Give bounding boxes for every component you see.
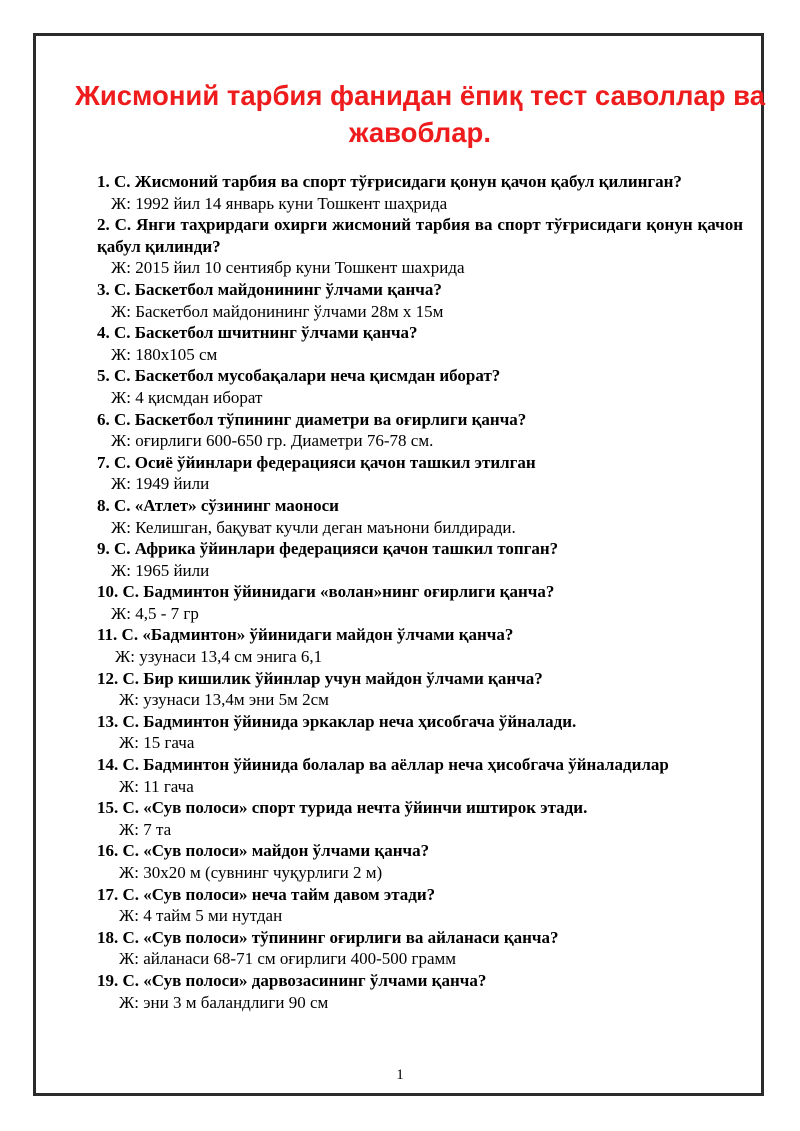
answer-15: Ж: 7 та bbox=[119, 819, 172, 839]
qa-item-14 bbox=[97, 754, 743, 797]
question-5: 5. С. Баскетбол мусобақалари неча қисмдан иборат? bbox=[97, 366, 501, 386]
answer-10: Ж: 4,5 - 7 гр bbox=[111, 603, 199, 623]
answer-7: Ж: 1949 йили bbox=[111, 474, 210, 494]
qa-item-16 bbox=[97, 840, 743, 883]
question-16: 16. С. «Сув полоси» майдон ўлчами қанча? bbox=[97, 841, 430, 861]
answer-17: Ж: 4 тайм 5 ми нутдан bbox=[119, 906, 283, 926]
answer-3: Ж: Баскетбол майдонининг ўлчами 28м х 15м bbox=[111, 301, 444, 321]
question-14: 14. С. Бадминтон ўйинида болалар ва аёллар неча ҳисобгача ўйналадилар bbox=[97, 755, 669, 775]
qa-item-17 bbox=[97, 884, 743, 927]
qa-item-7 bbox=[97, 452, 743, 495]
qa-item-6 bbox=[97, 409, 743, 452]
question-19: 19. С. «Сув полоси» дарвозасининг ўлчами қанча? bbox=[97, 970, 487, 990]
document-title: Жисмоний тарбия фанидан ёпиқ тест саволлар ва жавоблар. bbox=[74, 80, 765, 148]
qa-item-10 bbox=[97, 581, 743, 624]
answer-4: Ж: 180х105 см bbox=[111, 344, 218, 364]
question-4: 4. С. Баскетбол шчитнинг ўлчами қанча? bbox=[97, 323, 418, 343]
qa-item-11 bbox=[97, 624, 743, 667]
answer-5: Ж: 4 қисмдан иборат bbox=[111, 387, 263, 407]
answer-19: Ж: эни 3 м баландлиги 90 см bbox=[119, 992, 329, 1012]
question-2: 2. С. Янги таҳрирдаги охирги жисмоний тарбия ва спорт тўғрисидаги қонун қачон қабул қилинди? bbox=[97, 215, 760, 256]
question-7: 7. С. Осиё ўйинлари федерацияси қачон ташкил этилган bbox=[97, 452, 536, 472]
question-9: 9. С. Африка ўйинлари федерацияси қачон ташкил топган? bbox=[97, 539, 559, 559]
answer-16: Ж: 30х20 м (сувнинг чуқурлиги 2 м) bbox=[119, 863, 383, 882]
answer-2: Ж: 2015 йил 10 сентиябр куни Тошкент шахрида bbox=[111, 258, 465, 278]
qa-item-18 bbox=[97, 927, 743, 970]
answer-14: Ж: 11 гача bbox=[119, 776, 194, 796]
qa-item-13 bbox=[97, 711, 743, 754]
answer-8: Ж: Келишган, бақуват кучли деган маънони билдиради. bbox=[111, 517, 516, 537]
qa-item-5 bbox=[97, 365, 743, 408]
answer-9: Ж: 1965 йили bbox=[111, 560, 210, 580]
answer-11: Ж: узунаси 13,4 см энига 6,1 bbox=[115, 647, 323, 667]
answer-6: Ж: оғирлиги 600-650 гр. Диаметри 76-78 см. bbox=[111, 431, 434, 451]
answer-13: Ж: 15 гача bbox=[119, 733, 195, 753]
question-10: 10. С. Бадминтон ўйинидаги «волан»нинг оғирлиги қанча? bbox=[97, 582, 555, 602]
qa-item-3 bbox=[97, 279, 743, 322]
question-11: 11. С. «Бадминтон» ўйинидаги майдон ўлчами қанча? bbox=[97, 625, 514, 645]
qa-item-9 bbox=[97, 538, 743, 581]
answer-12: Ж: узунаси 13,4м эни 5м 2см bbox=[119, 690, 329, 710]
question-12: 12. С. Бир кишилик ўйинлар учун майдон ўлчами қанча? bbox=[97, 668, 543, 688]
question-18: 18. С. «Сув полоси» тўпининг оғирлиги ва айланаси қанча? bbox=[97, 927, 559, 947]
qa-item-8 bbox=[97, 495, 743, 538]
question-list bbox=[97, 171, 760, 1013]
qa-item-12 bbox=[97, 668, 743, 711]
qa-item-1 bbox=[97, 171, 743, 214]
answer-18: Ж: айланаси 68-71 см оғирлиги 400-500 грамм bbox=[119, 949, 457, 969]
question-17: 17. С. «Сув полоси» неча тайм давом этади? bbox=[97, 884, 436, 904]
qa-item-2 bbox=[97, 214, 760, 279]
answer-1: Ж: 1992 йил 14 январь куни Тошкент шаҳрида bbox=[111, 193, 448, 213]
qa-item-19 bbox=[97, 970, 743, 1013]
qa-item-4 bbox=[97, 322, 743, 365]
qa-item-15 bbox=[97, 797, 743, 840]
page-number: 1 bbox=[396, 1067, 404, 1083]
question-8: 8. С. «Атлет» сўзининг маоноси bbox=[97, 495, 339, 515]
question-1: 1. С. Жисмоний тарбия ва спорт тўғрисидаги қонун қачон қабул қилинган? bbox=[97, 172, 682, 191]
question-6: 6. С. Баскетбол тўпининг диаметри ва оғирлиги қанча? bbox=[97, 409, 527, 429]
question-3: 3. С. Баскетбол майдонининг ўлчами қанча? bbox=[97, 279, 442, 299]
question-13: 13. С. Бадминтон ўйинида эркаклар неча ҳисобгача ўйналади. bbox=[97, 711, 577, 731]
question-15: 15. С. «Сув полоси» спорт турида нечта ўйинчи иштирок этади. bbox=[97, 798, 588, 818]
